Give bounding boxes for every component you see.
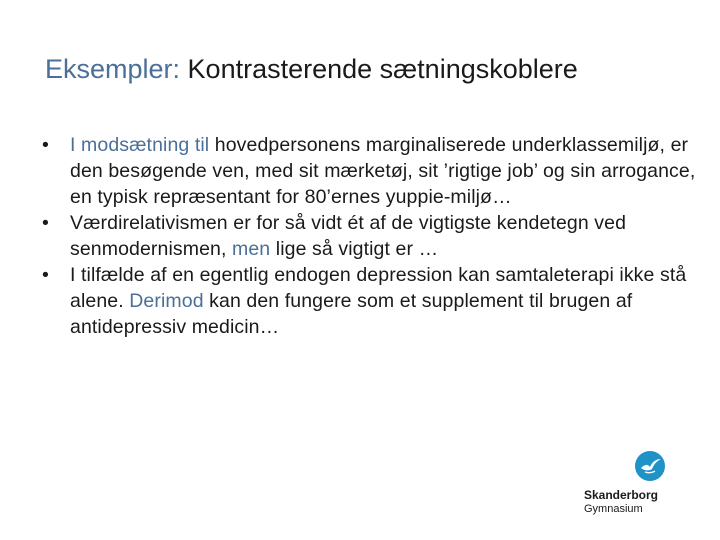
- slide-title-prefix: Eksempler:: [45, 54, 181, 84]
- slide-title: [45, 52, 578, 86]
- connector-phrase: I modsætning til: [70, 134, 210, 156]
- bird-emblem-icon: [634, 450, 666, 482]
- bullet-dot: •: [42, 134, 49, 156]
- bullet-text: Værdirelativismen er for så vidt ét af de vigtigste kendetegn ved senmodernismen,: [70, 212, 627, 260]
- logo-name: Skanderborg: [584, 488, 659, 502]
- bullet-text: hovedpersonens marginaliserede underklassemiljø, er den besøgende ven, med sit mærketøj, sit ’rigtige job’ og sin arrogance, en typisk repræsentant for 80’ernes yuppie-miljø…: [70, 134, 696, 208]
- bullet-text: lige så vigtigt er …: [270, 238, 439, 260]
- bullet-item: [42, 210, 702, 262]
- bullet-item: [42, 132, 702, 210]
- connector-phrase: men: [232, 238, 271, 260]
- connector-phrase: Derimod: [129, 290, 204, 312]
- bullet-list: [42, 132, 702, 340]
- bullet-dot: •: [42, 264, 49, 286]
- logo-subtitle: Gymnasium: [584, 503, 643, 515]
- bullet-text: I tilfælde af en egentlig endogen depression kan samtaleterapi ikke stå alene.: [70, 264, 687, 312]
- school-logo: [580, 450, 690, 520]
- bullet-dot: •: [42, 212, 49, 234]
- slide-title-main: Kontrasterende sætningskoblere: [180, 54, 578, 84]
- bullet-item: [42, 262, 702, 340]
- bullet-text: kan den fungere som et supplement til brugen af antidepressiv medicin…: [70, 290, 633, 338]
